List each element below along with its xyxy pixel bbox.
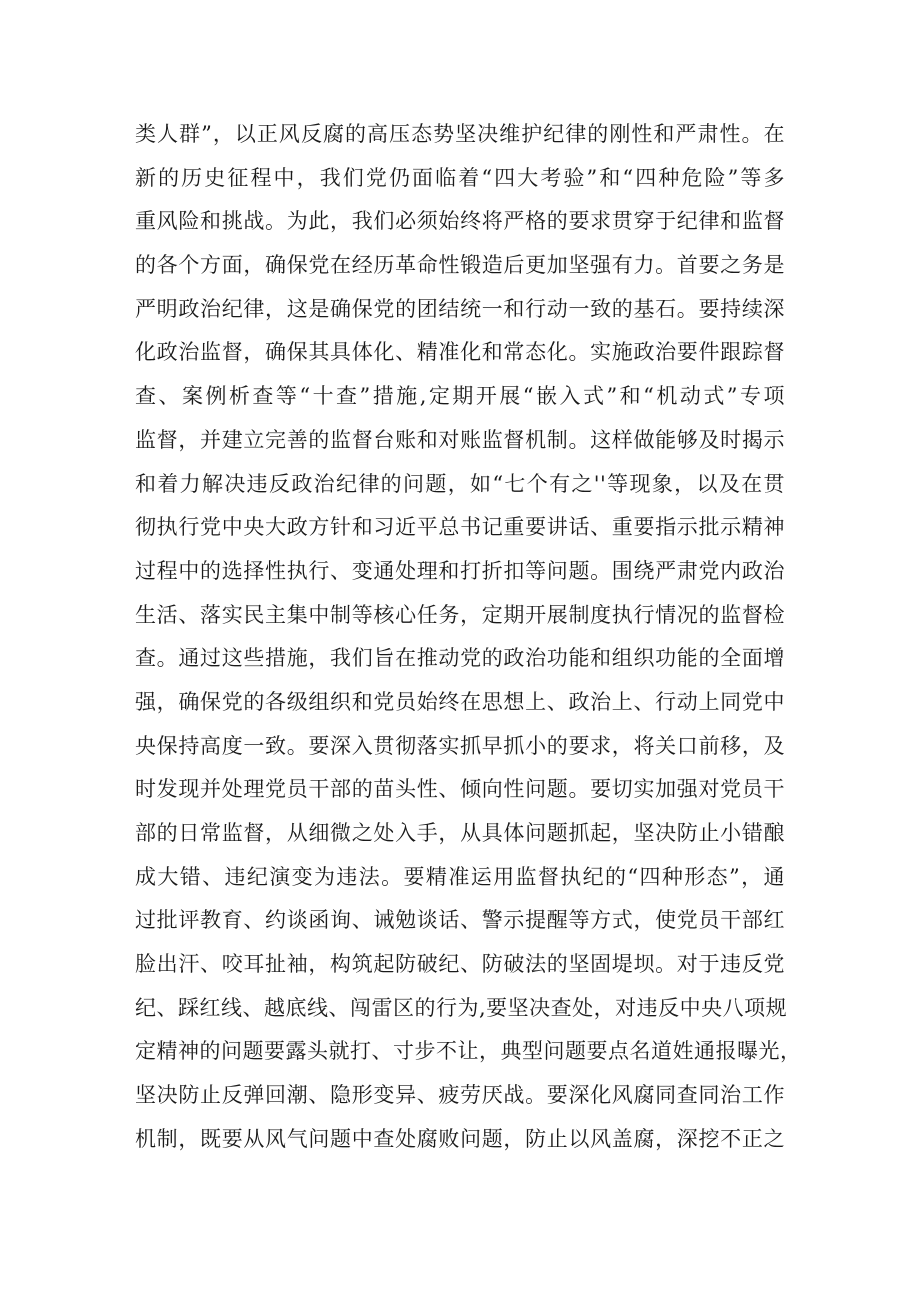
text-line: 脸出汗、咬耳扯袖，构筑起防破纪、防破法的坚固堤坝。对于违反党 bbox=[135, 952, 785, 977]
text-line: 坚决防止反弹回潮、隐形变异、疲劳厌战。要深化风腐同查同治工作 bbox=[135, 1083, 785, 1108]
text-line: 彻执行党中央大政方针和习近平总书记重要讲话、重要指示批示精神 bbox=[135, 515, 785, 540]
text-line: 定精神的问题要露头就打、寸步不让，典型问题要点名道姓通报曝光， bbox=[135, 1039, 802, 1064]
text-line: 强，确保党的各级组织和党员始终在思想上、政治上、行动上同党中 bbox=[135, 689, 785, 714]
text-line: 查。通过这些措施，我们旨在推动党的政治功能和组织功能的全面增 bbox=[135, 646, 785, 671]
text-line: 央保持高度一致。要深入贯彻落实抓早抓小的要求，将关口前移，及 bbox=[135, 733, 785, 758]
text-line: 化政治监督，确保其具体化、精准化和常态化。实施政治要件跟踪督 bbox=[135, 340, 785, 365]
text-line: 纪、踩红线、越底线、闯雷区的行为,要坚决查处，对违反中央八项规 bbox=[135, 995, 788, 1020]
text-line: 成大错、违纪演变为违法。要精准运用监督执纪的“四种形态”，通 bbox=[135, 864, 785, 889]
text-line: 生活、落实民主集中制等核心任务，定期开展制度执行情况的监督检 bbox=[135, 602, 785, 627]
text-line: 过批评教育、约谈函询、诫勉谈话、警示提醒等方式，使党员干部红 bbox=[135, 908, 785, 933]
text-line: 时发现并处理党员干部的苗头性、倾向性问题。要切实加强对党员干 bbox=[135, 777, 785, 802]
text-line: 新的历史征程中，我们党仍面临着“四大考验”和“四种危险”等多 bbox=[135, 165, 785, 190]
body-paragraph bbox=[135, 113, 802, 1162]
text-line: 重风险和挑战。为此，我们必须始终将严格的要求贯穿于纪律和监督 bbox=[135, 209, 785, 234]
text-line: 部的日常监督，从细微之处入手，从具体问题抓起，坚决防止小错酿 bbox=[135, 821, 785, 845]
text-line: 查、案例析查等“十查”措施,定期开展“嵌入式”和“机动式”专项 bbox=[135, 384, 785, 409]
text-line: 监督，并建立完善的监督台账和对账监督机制。这样做能够及时揭示 bbox=[135, 427, 785, 452]
text-line: 过程中的选择性执行、变通处理和打折扣等问题。围绕严肃党内政治 bbox=[135, 558, 785, 583]
text-line: 的各个方面，确保党在经历革命性锻造后更加坚强有力。首要之务是 bbox=[135, 253, 785, 278]
text-line: 和着力解决违反政治纪律的问题，如“七个有之''等现象，以及在贯 bbox=[135, 471, 785, 496]
text-line: 机制，既要从风气问题中查处腐败问题，防止以风盖腐，深挖不正之 bbox=[135, 1126, 785, 1151]
text-line: 严明政治纪律，这是确保党的团结统一和行动一致的基石。要持续深 bbox=[135, 296, 785, 321]
text-line: 类人群”，以正风反腐的高压态势坚决维护纪律的刚性和严肃性。在 bbox=[135, 122, 785, 146]
